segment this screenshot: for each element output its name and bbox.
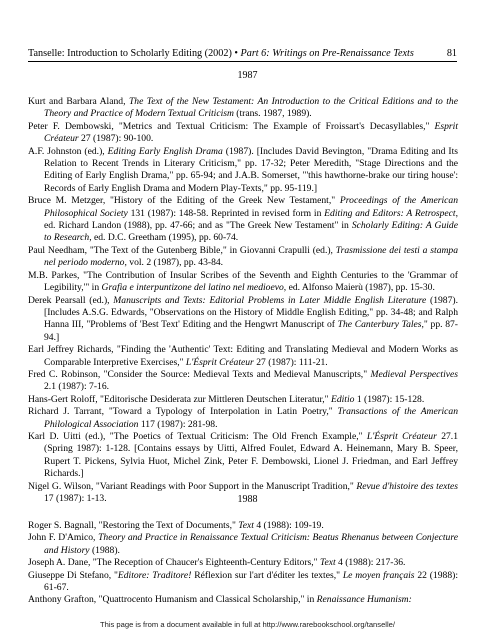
entry-text: 1 (1987): 15-128. xyxy=(354,393,425,405)
entry-title-italic: Editing Early English Drama xyxy=(107,145,223,157)
entry-text: Karl D. Uitti (ed.), "The Poetics of Textual Criticism: The Old French Example," xyxy=(28,430,367,442)
entry-text: Earl Jeffrey Richards, "Finding the 'Authentic' Text: Editing and Translating Medieval and Modern Works as Comparable Interpretive Exercises," xyxy=(28,344,458,368)
entry-title-italic: Esprit Créateur xyxy=(44,120,458,145)
entry-title-italic: Transactions of the American Philological Association xyxy=(44,406,458,430)
entry-text: , vol. 2 (1987), pp. 43-84. xyxy=(124,257,224,269)
bibliography-list-1987 xyxy=(28,96,458,505)
entry-text: Derek Pearsall (ed.), xyxy=(28,294,114,306)
entry-title-italic: The Canterbury Tales xyxy=(337,319,422,331)
entry-title-italic: Editore: Traditore! xyxy=(117,569,192,581)
entry-title-italic: Theory and Practice in Renaissance Textual Criticism: Beatus Rhenanus between Conjecture and History xyxy=(44,532,458,556)
entry-text: 4 (1988): 109-19. xyxy=(253,520,324,531)
entry-title-italic: The Text of the New Testament: An Introduction to the Critical Editions and to the Theory and Practice of Modern Textual Criticism xyxy=(44,96,458,120)
entry-title-italic: Grafia e interpuntizone del latino nel medioevo xyxy=(101,282,284,294)
entry-text: Paul Needham, "The Text of the Gutenberg Bible," in Giovanni Crapulli (ed.), xyxy=(28,244,336,256)
bibliography-entry xyxy=(28,245,458,270)
entry-title-italic: Text xyxy=(238,520,254,531)
entry-text: Nigel G. Wilson, "Variant Readings with Poor Support in the Manuscript Tradition," xyxy=(28,480,357,492)
bibliography-entry xyxy=(28,557,458,569)
entry-text: A.F. Johnston (ed.), xyxy=(28,145,108,157)
entry-title-italic: Editing and Editors: A Retrospect xyxy=(324,207,456,219)
entry-title-italic: Manuscripts and Texts: Editorial Problems in Later Middle English Literature xyxy=(113,294,427,306)
entry-title-italic: L'Ésprit Créateur xyxy=(366,430,437,442)
entry-title-italic: Trasmissione dei testi a stampa nel periodo moderno xyxy=(44,244,459,269)
entry-text: 4 (1988): 217-36. xyxy=(335,557,406,569)
bibliography-entry xyxy=(28,394,458,406)
header-section-title: Part 6: Writings on Pre-Renaissance Texts xyxy=(240,48,414,59)
entry-text: Giuseppe Di Stefano, " xyxy=(28,569,118,581)
bibliography-entry xyxy=(28,195,458,245)
entry-text: Richard J. Tarrant, "Toward a Typology of Interpolation in Latin Poetry," xyxy=(28,406,338,418)
entry-text: 2.1 (1987): 7-16. xyxy=(44,381,110,393)
entry-text: (1988). xyxy=(89,544,120,556)
bibliography-entry xyxy=(28,121,458,146)
entry-title-italic: Editio xyxy=(330,393,355,405)
entry-text: (1987). [Includes David Bevington, "Drama Editing and Its Relation to Recent Trends in Literary Criticism," pp. 17-32; Peter Meredith, "Stage Directions and the Editing of Early English Drama," pp. 65-94; and J.A.B. Somerset, "'this hawthorne-brake our tiring house': Records of Early English Drama and Modern Play-Texts," pp. 95-119.] xyxy=(44,145,458,194)
running-header xyxy=(28,48,457,62)
bibliography-entry xyxy=(28,520,458,532)
entry-text: Roger S. Bagnall, "Restoring the Text of Documents," xyxy=(28,520,239,531)
bibliography-entry xyxy=(28,532,458,557)
year-heading-1987: 1987 xyxy=(237,70,258,81)
bibliography-entry xyxy=(28,431,458,481)
bibliography-entry xyxy=(28,295,458,345)
bibliography-entry xyxy=(28,594,458,606)
entry-text: Réflexion sur l'art d'éditer les textes," xyxy=(191,569,343,581)
entry-text: (trans. 1987, 1989). xyxy=(233,108,312,120)
entry-title-italic: Medieval Perspectives xyxy=(370,368,458,380)
entry-text: , ed. Alfonso Maierù (1987), pp. 15-30. xyxy=(283,282,435,294)
entry-text: (1987). [Includes A.S.G. Edwards, "Observations on the History of Middle English Editing," pp. 34-48; and Ralph Hanna III, "Problems of 'Best Text' Editing and the Hengwrt Manuscript of xyxy=(44,294,458,331)
bibliography-entry xyxy=(28,270,458,295)
entry-text: 22 (1988): 61-67. xyxy=(44,569,458,594)
entry-text: 27 (1987): 90-100. xyxy=(78,133,154,145)
entry-text: Fred C. Robinson, "Consider the Source: Medieval Texts and Medieval Manuscripts," xyxy=(28,368,371,380)
page-footer: This page is from a document available in full at http://www.rarebookschool.org/tanselle/ xyxy=(99,620,396,629)
header-title: Tanselle: Introduction to Scholarly Editing (2002) • Part 6: Writings on Pre-Renaissance Texts xyxy=(28,48,414,59)
entry-title-italic: Renaissance Humanism: xyxy=(316,594,412,606)
bibliography-list-1988 xyxy=(28,520,458,607)
entry-text: 27.1 (Spring 1987): 1-128. [Contains essays by Uitti, Alfred Foulet, Edward A. Heinemann, Mary B. Speer, Rupert T. Pickens, Sylvia Huot, Michel Zink, Peter F. Dembowski, Lionel J. Friedman, and Earl Jeffrey Richards.] xyxy=(44,430,458,480)
entry-title-italic: Scholarly Editing: A Guide to Research xyxy=(44,220,458,244)
entry-text: M.B. Parkes, "The Contribution of Insular Scribes of the Seventh and Eighth Centuries to the 'Grammar of Legibility,'" in xyxy=(28,269,458,294)
bibliography-entry xyxy=(28,96,458,121)
entry-text: , ed. D.C. Greetham (1995), pp. 60-74. xyxy=(89,232,239,244)
entry-text: ," pp. 87-94.] xyxy=(44,319,458,343)
entry-text: 17 (1987): 1-13. xyxy=(44,493,107,504)
entry-title-italic: Text xyxy=(319,557,336,569)
year-heading-1988: 1988 xyxy=(237,494,258,505)
entry-title-italic: Le moyen français xyxy=(342,569,415,581)
entry-text: Hans-Gert Roloff, "Editorische Desiderata zur Mittleren Deutschen Literatur," xyxy=(28,393,331,405)
entry-text: Kurt and Barbara Aland, xyxy=(28,96,129,107)
bibliography-entry xyxy=(28,369,458,394)
entry-text: John F. D'Amico, xyxy=(28,532,99,544)
entry-text: Anthony Grafton, "Quattrocento Humanism and Classical Scholarship," in xyxy=(28,594,317,606)
entry-text: 117 (1987): 281-98. xyxy=(138,418,218,430)
page-number: 81 xyxy=(446,48,457,59)
entry-title-italic: L'Ésprit Créateur xyxy=(185,356,254,368)
bibliography-entry xyxy=(28,570,458,595)
bibliography-entry xyxy=(28,146,458,196)
entry-text: 27 (1987): 111-21. xyxy=(253,356,328,368)
entry-text: Bruce M. Metzger, "History of the Editing of the Greek New Testament," xyxy=(28,195,340,207)
entry-title-italic: Revue d'histoire des textes xyxy=(356,480,459,492)
entry-text: Peter F. Dembowski, "Metrics and Textual Criticism: The Example of Froissart's Decasyllables," xyxy=(28,120,435,132)
bibliography-entry xyxy=(28,344,458,369)
entry-title-italic: Proceedings of the American Philosophical Society xyxy=(44,195,458,219)
entry-text: Joseph A. Dane, "The Reception of Chaucer's Eighteenth-Century Editors," xyxy=(28,557,320,569)
entry-text: 131 (1987): 148-58. Reprinted in revised form in xyxy=(127,207,325,219)
bibliography-entry xyxy=(28,406,458,431)
entry-text: , ed. Richard Landon (1988), pp. 47-66; and as "The Greek New Testament" in xyxy=(44,207,458,232)
